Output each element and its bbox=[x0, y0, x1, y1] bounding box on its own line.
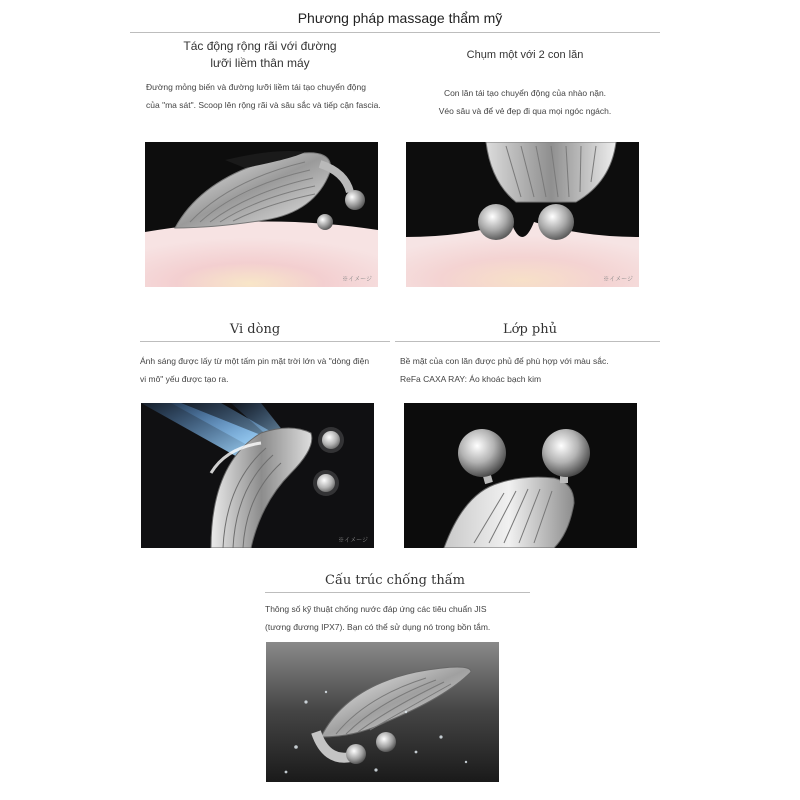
top-right-desc-line2: Véo sâu và để vẻ đẹp đi qua mọi ngóc ngách. bbox=[438, 106, 612, 116]
top-left-heading bbox=[140, 38, 380, 72]
top-right-description bbox=[400, 84, 650, 120]
waterproof-device-image bbox=[266, 642, 499, 782]
middle-right-photo bbox=[404, 403, 637, 548]
top-left-heading-line2: lưỡi liềm thân máy bbox=[210, 56, 310, 70]
top-left-description bbox=[146, 78, 396, 114]
top-right-photo bbox=[406, 142, 639, 287]
crescent-roller-skin-image bbox=[145, 142, 378, 287]
middle-right-divider bbox=[395, 341, 660, 342]
twin-rollers-pinch-image bbox=[406, 142, 639, 287]
bottom-photo bbox=[266, 642, 499, 782]
middle-left-desc-line1: Ánh sáng được lấy từ một tấm pin mặt trời lớn và "dòng điện bbox=[140, 356, 370, 366]
middle-left-description bbox=[140, 352, 400, 388]
middle-left-divider bbox=[140, 341, 390, 342]
middle-right-heading: Lớp phủ bbox=[503, 322, 557, 337]
microcurrent-light-image bbox=[141, 403, 374, 548]
bottom-heading: Cấu trúc chống thấm bbox=[325, 573, 465, 588]
middle-left-heading: Vi dòng bbox=[229, 322, 281, 337]
middle-right-desc-line2: ReFa CAXA RAY: Áo khoác bạch kim bbox=[400, 374, 542, 384]
middle-left-image-note: ※イメージ bbox=[338, 538, 368, 544]
middle-left-photo bbox=[141, 403, 374, 548]
middle-right-desc-line1: Bề mặt của con lăn được phủ để phù hợp với màu sắc. bbox=[400, 356, 609, 366]
page-title: Phương pháp massage thẩm mỹ bbox=[297, 10, 503, 26]
bottom-divider bbox=[265, 592, 530, 593]
middle-left-desc-line2: vi mô" yếu được tạo ra. bbox=[140, 374, 229, 384]
platinum-coated-rollers-image bbox=[404, 403, 637, 548]
top-left-image-note: ※イメージ bbox=[342, 277, 372, 283]
top-left-heading-line1: Tác động rộng rãi với đường bbox=[183, 39, 337, 53]
bottom-desc-line1: Thông số kỹ thuật chống nước đáp ứng các tiêu chuẩn JIS bbox=[265, 604, 487, 614]
title-divider bbox=[130, 32, 660, 33]
bottom-desc-line2: (tương đương IPX7). Bạn có thể sử dụng nó trong bồn tắm. bbox=[265, 622, 491, 632]
top-left-photo bbox=[145, 142, 378, 287]
top-right-image-note: ※イメージ bbox=[603, 277, 633, 283]
top-left-desc-line1: Đường mỏng biến và đường lưỡi liềm tái tạo chuyển động bbox=[146, 82, 366, 92]
bottom-description bbox=[265, 600, 545, 636]
top-right-heading: Chụm một với 2 con lăn bbox=[466, 49, 584, 61]
top-left-desc-line2: của "ma sát". Scoop lên rộng rãi và sâu sắc và tiếp cận fascia. bbox=[146, 100, 381, 110]
middle-right-description bbox=[400, 352, 660, 388]
top-right-desc-line1: Con lăn tái tạo chuyển động của nhào nặn. bbox=[443, 88, 607, 98]
